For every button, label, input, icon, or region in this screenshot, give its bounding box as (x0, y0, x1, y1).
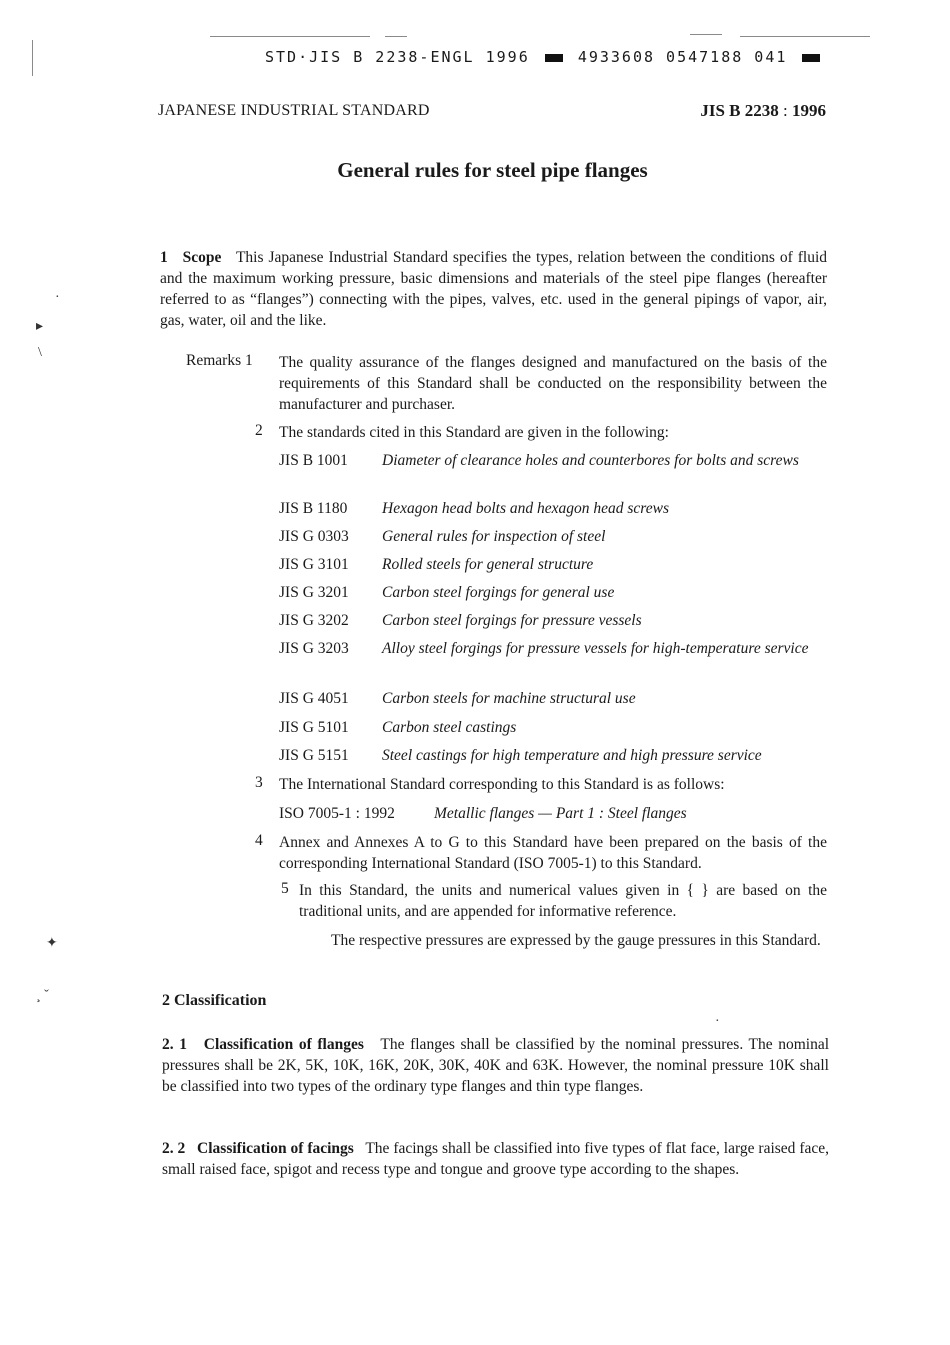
barcode-block (545, 54, 563, 62)
scan-speck: ▸ (36, 319, 44, 334)
scope-heading: Scope (182, 249, 222, 266)
header-left: JAPANESE INDUSTRIAL STANDARD (158, 102, 430, 119)
section-2-1-number: 2. 1 (162, 1036, 187, 1053)
standard-code: JIS G 4051 (279, 690, 349, 707)
section-2-1-heading: Classification of flanges (203, 1036, 364, 1053)
standard-code: JIS G 3203 (279, 640, 349, 657)
remark-2-number: 2 (255, 422, 263, 439)
scan-speck: · (715, 1014, 720, 1029)
std-code-mid: 4933608 0547188 041 (577, 48, 788, 66)
remarks-label: Remarks 1 (186, 352, 253, 369)
standard-title: Alloy steel forgings for pressure vessels for high-temperature service (382, 640, 809, 657)
remark-3: The International Standard corresponding to this Standard is as follows: (279, 776, 725, 793)
standard-code: JIS G 5101 (279, 719, 349, 736)
standard-title: Steel castings for high temperature and high pressure service (382, 747, 762, 764)
header-right (700, 101, 826, 121)
standard-code: JIS B 1180 (279, 500, 348, 517)
standard-code: JIS B 1001 (279, 452, 348, 469)
standard-title: Carbon steel castings (382, 719, 517, 736)
header-separator: : (778, 101, 792, 120)
page-title: General rules for steel pipe flanges (337, 158, 648, 182)
standard-number: JIS B 2238 (700, 101, 779, 120)
standard-code: JIS G 3202 (279, 612, 349, 629)
standard-title: Rolled steels for general structure (382, 556, 594, 573)
section-2-1 (162, 1034, 829, 1097)
standard-title: Hexagon head bolts and hexagon head screws (382, 500, 669, 517)
scope-number: 1 (160, 249, 168, 266)
remark-5-continuation: The respective pressures are expressed by the gauge pressures in this Standard. (331, 932, 821, 949)
scan-speck: ¸ ˇ (36, 988, 49, 1003)
scan-speck: · (55, 290, 60, 305)
scan-line (690, 34, 722, 35)
std-code-line (265, 48, 824, 66)
scope-paragraph (160, 247, 827, 331)
scan-line (210, 36, 370, 37)
iso-code: ISO 7005-1 : 1992 (279, 805, 395, 822)
standard-code: JIS G 3101 (279, 556, 349, 573)
standard-year: 1996 (792, 101, 826, 120)
iso-title: Metallic flanges — Part 1 : Steel flanges (434, 805, 687, 822)
remark-5: In this Standard, the units and numerical values given in { } are based on the traditional units, and are appended for informative reference. (299, 882, 827, 920)
margin-line (32, 40, 33, 76)
section-2-heading: 2 Classification (162, 992, 267, 1009)
std-code: STD·JIS B 2238-ENGL 1996 (265, 48, 530, 66)
section-2-2-heading: Classification of facings (197, 1140, 354, 1157)
scope-text: This Japanese Industrial Standard specifies the types, relation between the conditions of fluid and the maximum working pressure, basic dimensions and materials of the steel pipe flanges (hereafter referred to as “flanges”) connecting with the pipes, valves, etc. used in the general pipings of vapor, air, gas, water, oil and the like. (160, 249, 827, 329)
standard-title: Diameter of clearance holes and counterbores for bolts and screws (382, 452, 799, 469)
remark-4-number: 4 (255, 832, 263, 849)
scan-line (740, 36, 870, 37)
remark-3-number: 3 (255, 774, 263, 791)
section-2-2 (162, 1138, 829, 1180)
standard-code: JIS G 3201 (279, 584, 349, 601)
section-2-2-number: 2. 2 (162, 1140, 186, 1157)
remark-2: The standards cited in this Standard are given in the following: (279, 424, 669, 441)
scan-speck: \ (38, 345, 42, 360)
standard-code: JIS G 5151 (279, 747, 349, 764)
standard-title: Carbon steel forgings for pressure vessels (382, 612, 642, 629)
remark-5-number: 5 (281, 880, 289, 897)
scan-speck: ✦ (46, 936, 58, 951)
standard-title: Carbon steel forgings for general use (382, 584, 615, 601)
scan-line (385, 36, 407, 37)
remark-4: Annex and Annexes A to G to this Standard have been prepared on the basis of the corresponding International Standard (ISO 7005-1) to this Standard. (279, 834, 827, 872)
remark-1: The quality assurance of the flanges designed and manufactured on the basis of the requirements of this Standard shall be conducted on the responsibility between the manufacturer and purchaser. (279, 354, 827, 413)
barcode-block (802, 54, 820, 62)
standard-title: Carbon steels for machine structural use (382, 690, 636, 707)
section-2-1-text: The flanges shall be classified by the nominal pressures. The nominal pressures shall be 2K, 5K, 10K, 16K, 20K, 30K, 40K and 63K. However, the nominal pressure 10K shall be classified into two types of the ordinary type flanges and thin type flanges. (162, 1036, 830, 1095)
standard-title: General rules for inspection of steel (382, 528, 606, 545)
standard-code: JIS G 0303 (279, 528, 349, 545)
section-2-2-text: The facings shall be classified into five types of flat face, large raised face, small raised face, spigot and recess type and tongue and groove type according to the shapes. (162, 1140, 830, 1178)
